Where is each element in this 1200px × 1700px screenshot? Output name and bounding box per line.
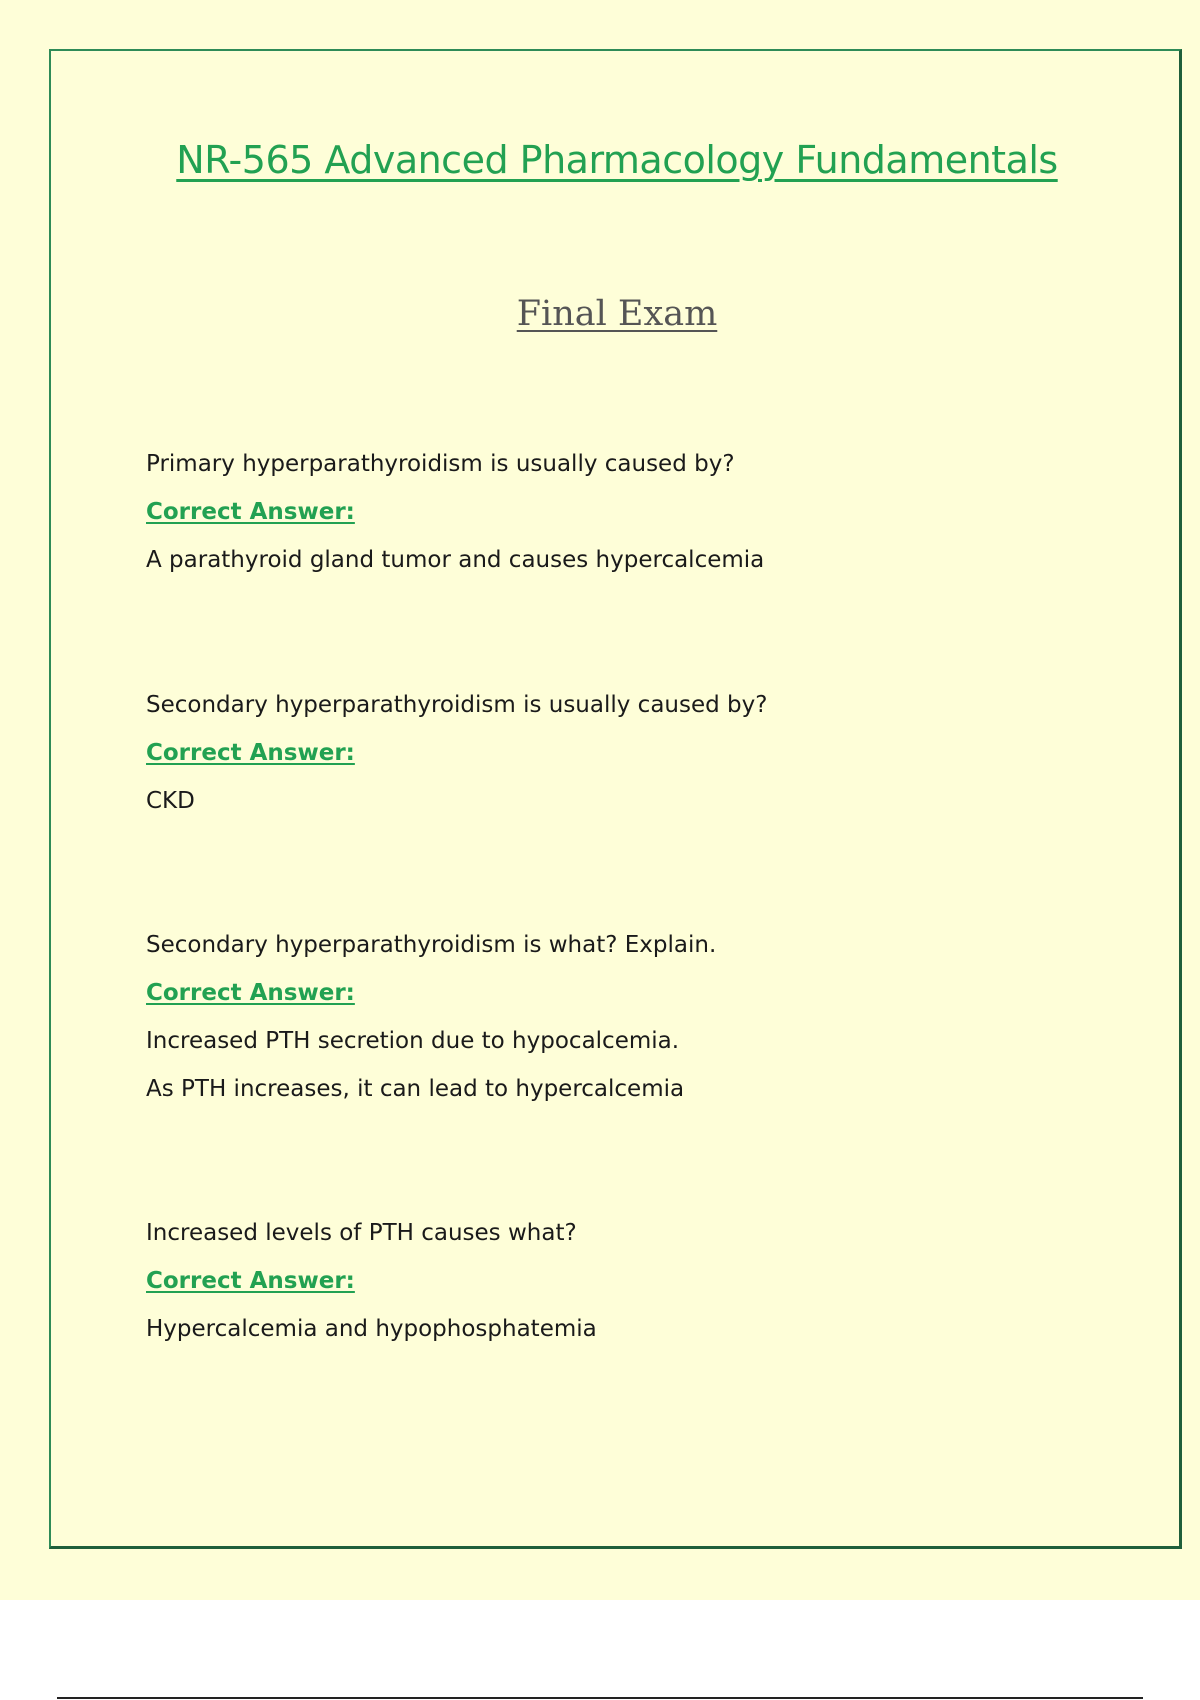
question-text: Primary hyperparathyroidism is usually caused by?	[146, 451, 735, 477]
document-title: NR-565 Advanced Pharmacology Fundamentals	[176, 138, 1058, 182]
answer-text: Hypercalcemia and hypophosphatemia	[146, 1316, 597, 1342]
qa-block-2	[146, 681, 1146, 825]
qa-block-4	[146, 1209, 1146, 1353]
answer-text: Increased PTH secretion due to hypocalcemia.	[146, 1028, 680, 1054]
answer-text: CKD	[146, 788, 195, 814]
qa-block-1	[146, 440, 1146, 584]
footer-divider	[57, 1697, 1143, 1699]
correct-answer-label: Correct Answer:	[146, 740, 355, 766]
answer-text: As PTH increases, it can lead to hypercalcemia	[146, 1076, 685, 1102]
qa-block-3	[146, 921, 1146, 1113]
question-text: Secondary hyperparathyroidism is usually caused by?	[146, 692, 768, 718]
correct-answer-label: Correct Answer:	[146, 1268, 355, 1294]
correct-answer-label: Correct Answer:	[146, 499, 355, 525]
correct-answer-label: Correct Answer:	[146, 980, 355, 1006]
document-subtitle: Final Exam	[516, 294, 718, 334]
answer-text: A parathyroid gland tumor and causes hypercalcemia	[146, 547, 765, 573]
question-text: Secondary hyperparathyroidism is what? Explain.	[146, 932, 717, 958]
question-text: Increased levels of PTH causes what?	[146, 1220, 577, 1246]
